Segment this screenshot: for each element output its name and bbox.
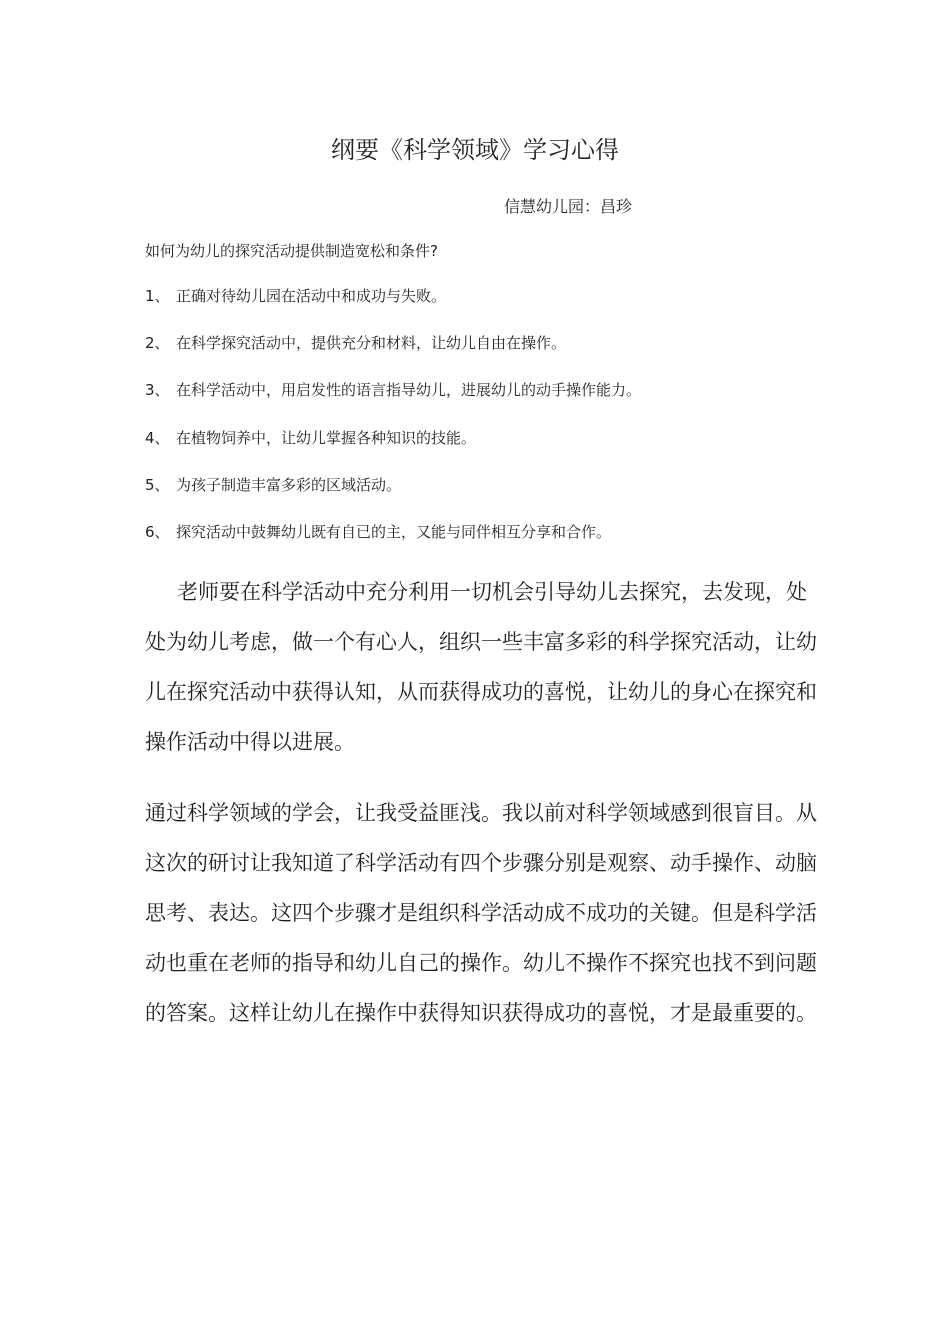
list-item [145,282,641,329]
list-item [145,471,641,518]
author-line: 信慧幼儿园：昌珍 [504,197,633,216]
list-item-number: 1、 [145,287,170,305]
list-item-number: 3、 [145,381,170,400]
list-item-text: 探究活动中鼓舞幼儿既有自已的主，又能与同伴相互分享和合作。 [176,522,612,541]
document-title: 纲要《科学领域》学习心得 [331,136,619,164]
list-item-text: 为孩子制造丰富多彩的区域活动。 [176,475,402,494]
numbered-list [145,282,641,565]
list-item-text: 正确对待幼儿园在活动中和成功与失败。 [176,287,447,305]
list-item [145,424,641,471]
body-paragraph-1: 老师要在科学活动中充分利用一切机会引导幼儿去探究，去发现，处处为幼儿考虑，做一个有心人，组织一些丰富多彩的科学探究活动，让幼儿在探究活动中获得认知，从而获得成功的喜悦，让幼儿的身心在探究和操作活动中得以进展。 [145,580,817,754]
list-item-number: 4、 [145,428,170,447]
list-item [145,518,641,565]
list-item-number: 2、 [145,334,170,353]
list-item-text: 在科学活动中，用启发性的语言指导幼儿，进展幼儿的动手操作能力。 [176,381,642,400]
list-item [145,376,641,423]
list-item [145,329,641,376]
list-item-number: 6、 [145,522,170,541]
list-item-text: 在科学探究活动中，提供充分和材料，让幼儿自由在操作。 [176,334,567,353]
list-item-text: 在植物饲养中，让幼儿掌握各种知识的技能。 [176,428,477,447]
question-heading: 如何为幼儿的探究活动提供制造宽松和条件? [145,242,438,260]
list-item-number: 5、 [145,475,170,494]
body-paragraph-2: 通过科学领域的学会，让我受益匪浅。我以前对科学领域感到很盲目。从这次的研讨让我知道了科学活动有四个步骤分别是观察、动手操作、动脑思考、表达。这四个步骤才是组织科学活动成不成功的关键。但是科学活动也重在老师的指导和幼儿自己的操作。幼儿不操作不探究也找不到问题的答案。这样让幼儿在操作中获得知识获得成功的喜悦，才是最重要的。 [145,801,817,1025]
